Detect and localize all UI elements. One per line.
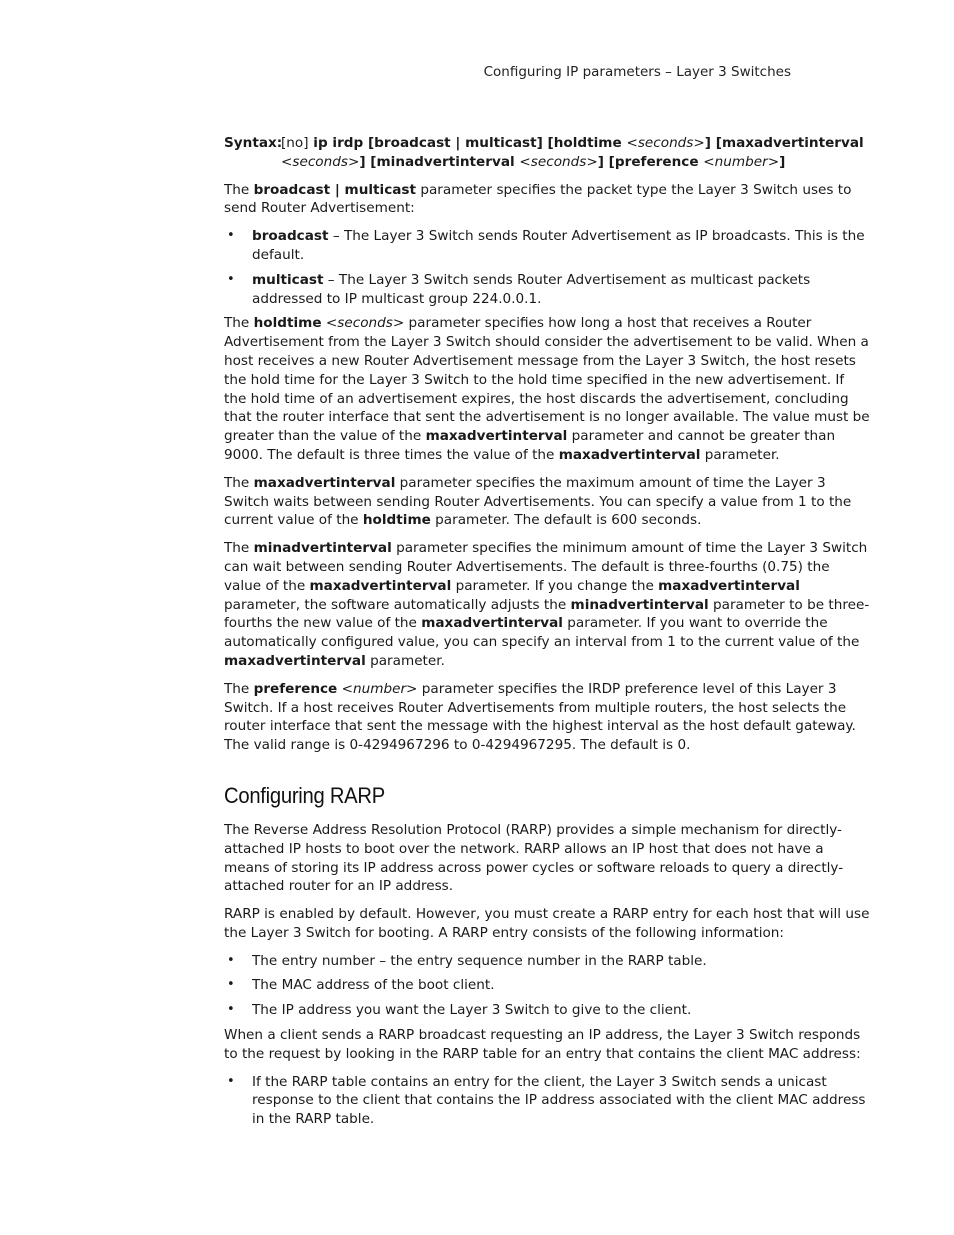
bullet-icon: • <box>227 1073 235 1089</box>
paragraph-rarp-request: When a client sends a RARP broadcast requesting an IP address, the Layer 3 Switch responds to the request by looking in the RARP table for an entry that contains the client MAC address: <box>224 1027 861 1062</box>
paragraph-minadvertinterval <box>224 539 870 671</box>
syntax-command <box>281 134 870 172</box>
bullet-list-packet-types <box>224 227 870 308</box>
text: parameter, the software automatically adjusts the <box>224 596 571 613</box>
list-item <box>224 1073 870 1129</box>
bullet-list-rarp-entry <box>224 952 870 1020</box>
bullet-list-rarp-response <box>224 1073 870 1129</box>
keyword: maxadvertinterval <box>224 652 366 669</box>
text: The MAC address of the boot client. <box>252 977 495 994</box>
syntax-arg-seconds-2: <seconds> <box>281 153 360 170</box>
keyword: maxadvertinterval <box>558 446 701 463</box>
paragraph-broadcast-multicast <box>224 181 870 219</box>
list-item <box>224 976 870 995</box>
bullet-icon: • <box>227 977 235 993</box>
keyword: maxadvertinterval <box>253 474 396 491</box>
argument: <seconds> <box>321 315 405 332</box>
text: parameter specifies the minimum amount of time the Layer 3 Switch can wait between sending Router Advertisements. The default is three-fourths (0.75) the value of the <box>224 540 868 594</box>
list-item <box>224 1001 870 1020</box>
keyword: maxadvertinterval <box>658 577 800 594</box>
text: parameter specifies the packet type the Layer 3 Switch uses to send Router Advertisement: <box>224 181 852 217</box>
text: The <box>224 181 254 198</box>
keyword: broadcast <box>252 228 329 245</box>
paragraph-preference <box>224 680 870 755</box>
keyword: maxadvertinterval <box>421 615 563 632</box>
paragraph-rarp-entry: RARP is enabled by default. However, you must create a RARP entry for each host that will use the Layer 3 Switch for booting. A RARP entry consists of the following information: <box>224 906 870 941</box>
syntax-pref: ] [preference <box>597 153 699 170</box>
keyword: minadvertinterval <box>253 540 392 557</box>
text: parameter. If you want to override the automatically configured value, you can specify an interval from 1 to the current value of the <box>224 615 860 651</box>
bullet-icon: • <box>227 228 235 244</box>
bullet-icon: • <box>227 271 235 287</box>
text: parameter specifies the maximum amount of time the Layer 3 Switch waits between sending Router Advertisements. You can specify a value from 1 to the current value of the <box>224 474 852 529</box>
list-item <box>224 227 870 265</box>
syntax-label: Syntax: <box>224 135 283 151</box>
page-body <box>224 134 870 1135</box>
keyword: minadvertinterval <box>570 596 709 613</box>
syntax-arg-seconds-3: <seconds> <box>519 153 598 170</box>
syntax-block <box>224 134 870 172</box>
text: parameter. <box>365 652 445 669</box>
list-item <box>224 271 870 309</box>
syntax-arg-number: <number> <box>703 153 780 170</box>
paragraph-holdtime <box>224 314 870 464</box>
text: parameter specifies the IRDP preference level of this Layer 3 Switch. If a host receives Router Advertisements from multiple routers, the host selects the router interface that sent the message with the highest interval as the host default gateway. The valid range is 0-4294967296 to 0-4294967295. The default is 0. <box>224 680 856 754</box>
text: The <box>224 474 254 491</box>
text: parameter. The default is 600 seconds. <box>430 512 702 529</box>
argument: <number> <box>337 680 418 697</box>
text: The <box>224 680 254 697</box>
keyword: holdtime <box>253 315 322 332</box>
text: The IP address you want the Layer 3 Switch to give to the client. <box>252 1002 692 1019</box>
syntax-close-1: ] <box>359 153 366 170</box>
text: parameter to be three-fourths the new value of the <box>224 596 870 632</box>
list-item <box>224 952 870 971</box>
text: parameter. <box>700 446 780 463</box>
running-header: Configuring IP parameters – Layer 3 Switches <box>483 64 791 80</box>
section-heading-configuring-rarp: Configuring RARP <box>224 782 385 808</box>
bullet-icon: • <box>227 952 235 968</box>
keyword: preference <box>253 680 338 697</box>
paragraph-maxadvertinterval <box>224 474 870 530</box>
paragraph-rarp-intro: The Reverse Address Resolution Protocol (RARP) provides a simple mechanism for directly-attached IP hosts to boot over the network. RARP allows an IP host that does not have a means of storing its IP address across power cycles or software reloads to query a directly-attached router for an IP address. <box>224 821 844 895</box>
text: – The Layer 3 Switch sends Router Advertisement as multicast packets addressed to IP multicast group 224.0.0.1. <box>252 271 811 307</box>
text: parameter and cannot be greater than 9000. The default is three times the value of the <box>224 428 836 463</box>
text: If the RARP table contains an entry for the client, the Layer 3 Switch sends a unicast response to the client that contains the IP address associated with the client MAC address in the RARP table. <box>252 1073 866 1128</box>
text: The <box>224 540 254 557</box>
syntax-close-2: ] <box>779 153 786 170</box>
text: The entry number – the entry sequence number in the RARP table. <box>252 952 707 969</box>
text: The <box>224 315 254 332</box>
keyword: maxadvertinterval <box>425 428 568 445</box>
text: – The Layer 3 Switch sends Router Advertisement as IP broadcasts. This is the default. <box>252 228 865 263</box>
text: parameter. If you change the <box>451 577 659 594</box>
syntax-cmd: ip irdp [broadcast | multicast] [holdtime <box>313 135 622 151</box>
syntax-maxadv: ] [maxadvertinterval <box>704 135 864 151</box>
bullet-icon: • <box>227 1002 235 1018</box>
text: parameter specifies how long a host that receives a Router Advertisement from the Layer 3 Switch should consider the advertisement to be valid. When a host receives a new Router Advertisement message from the Layer 3 Switch, the host resets the hold time for the Layer 3 Switch to the hold time specified in the new advertisement. If the hold time of an advertisement expires, the host discards the advertisement, concluding that the router interface that sent the advertisement is no longer available. The value must be greater than the value of the <box>224 315 870 445</box>
syntax-arg-seconds-1: <seconds> <box>626 135 705 151</box>
syntax-no: [no] <box>281 135 309 151</box>
keyword: holdtime <box>362 512 431 529</box>
keyword: broadcast | multicast <box>253 181 417 198</box>
syntax-minadv: [minadvertinterval <box>370 153 515 170</box>
keyword: multicast <box>252 271 324 288</box>
keyword: maxadvertinterval <box>309 577 452 594</box>
